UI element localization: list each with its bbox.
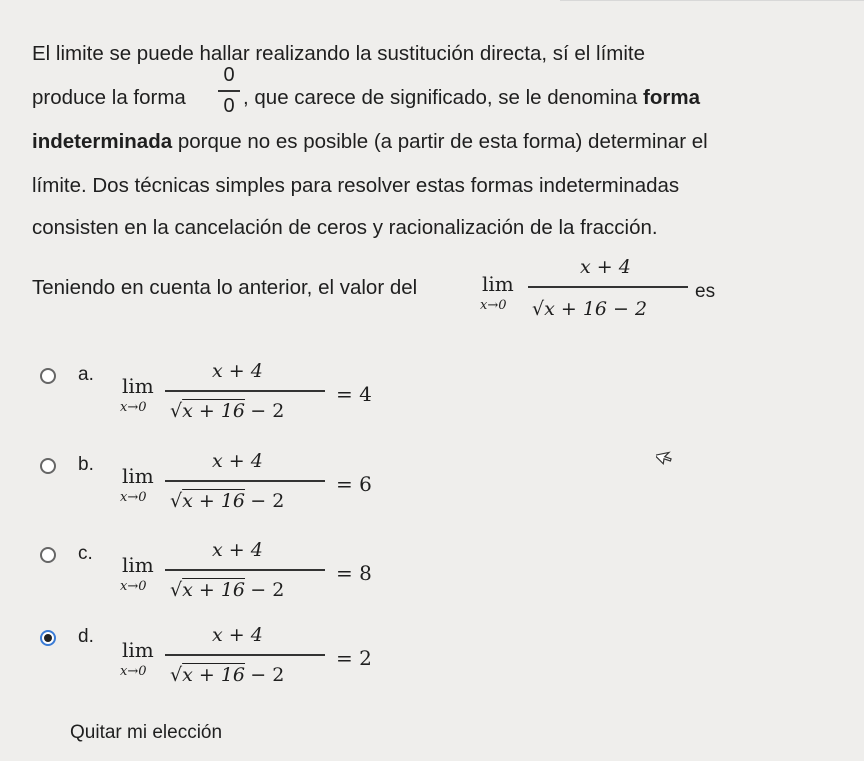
option-b-fraction-bar (165, 480, 325, 482)
option-d[interactable] (40, 624, 540, 704)
option-a-lim: lim (122, 374, 154, 398)
line3-bold: indeterminada (32, 130, 173, 153)
prompt-es: es (695, 281, 716, 302)
prompt-text: Teniendo en cuenta lo anterior, el valor del (32, 276, 418, 299)
option-d-fraction-bar (165, 654, 325, 656)
question-line-3 (32, 132, 708, 153)
question-line-2-end (243, 88, 700, 109)
option-a-letter: a. (78, 364, 94, 385)
prompt-numerator: x + 4 (580, 256, 631, 278)
option-c-lim: lim (122, 553, 154, 577)
radio-d[interactable] (40, 630, 56, 646)
option-b-denominator: √x + 16 − 2 (170, 490, 285, 512)
option-a-equals: = 4 (336, 382, 372, 406)
option-c-letter: c. (78, 543, 93, 564)
option-c-equals: = 8 (336, 561, 372, 585)
option-a-fraction-bar (165, 390, 325, 392)
radio-b[interactable] (40, 458, 56, 474)
option-d-denominator: √x + 16 − 2 (170, 664, 285, 686)
top-divider (560, 0, 864, 1)
option-b[interactable] (40, 450, 540, 530)
option-a-numerator: x + 4 (212, 360, 263, 382)
option-c-fraction-bar (165, 569, 325, 571)
option-d-lim-sub: x→0 (120, 664, 147, 679)
prompt-lim-sub: x→0 (480, 298, 507, 313)
prompt-fraction-bar (528, 286, 688, 288)
question-line-4: límite. Dos técnicas simples para resolver estas formas indeterminadas (32, 174, 680, 197)
question-line-2 (32, 88, 186, 109)
option-c-denominator: √x + 16 − 2 (170, 579, 285, 601)
line2-end: , que carece de significado, se le denomina (243, 86, 638, 109)
option-b-lim-sub: x→0 (120, 490, 147, 505)
prompt-lim: lim (482, 272, 514, 296)
option-b-numerator: x + 4 (212, 450, 263, 472)
form-numerator: 0 (223, 64, 235, 86)
option-c-lim-sub: x→0 (120, 579, 147, 594)
option-b-lim: lim (122, 464, 154, 488)
option-d-numerator: x + 4 (212, 624, 263, 646)
option-b-equals: = 6 (336, 472, 372, 496)
radio-a[interactable] (40, 368, 56, 384)
line3-rest: porque no es posible (a partir de esta forma) determinar el (172, 130, 708, 153)
option-c-numerator: x + 4 (212, 539, 263, 561)
form-denominator: 0 (223, 95, 235, 117)
zero-over-zero-fraction (218, 64, 240, 118)
question-line-5: consisten en la cancelación de ceros y racionalización de la fracción. (32, 216, 658, 239)
option-b-letter: b. (78, 454, 94, 475)
mouse-cursor-icon (656, 447, 678, 467)
option-d-letter: d. (78, 626, 94, 647)
option-a-lim-sub: x→0 (120, 400, 147, 415)
radio-c[interactable] (40, 547, 56, 563)
option-a[interactable] (40, 360, 540, 440)
prompt-denominator: √x + 16 − 2 (532, 298, 648, 320)
option-d-equals: = 2 (336, 646, 372, 670)
question-line-1: El limite se puede hallar realizando la sustitución directa, sí el límite (32, 42, 646, 65)
line2-bold: forma (643, 86, 700, 109)
option-a-denominator: √x + 16 − 2 (170, 400, 285, 422)
option-d-lim: lim (122, 638, 154, 662)
option-c[interactable] (40, 539, 540, 619)
form-fraction-bar (218, 90, 240, 92)
clear-choice-link[interactable]: Quitar mi elección (70, 722, 223, 743)
line2-start: produce la forma (32, 86, 186, 109)
